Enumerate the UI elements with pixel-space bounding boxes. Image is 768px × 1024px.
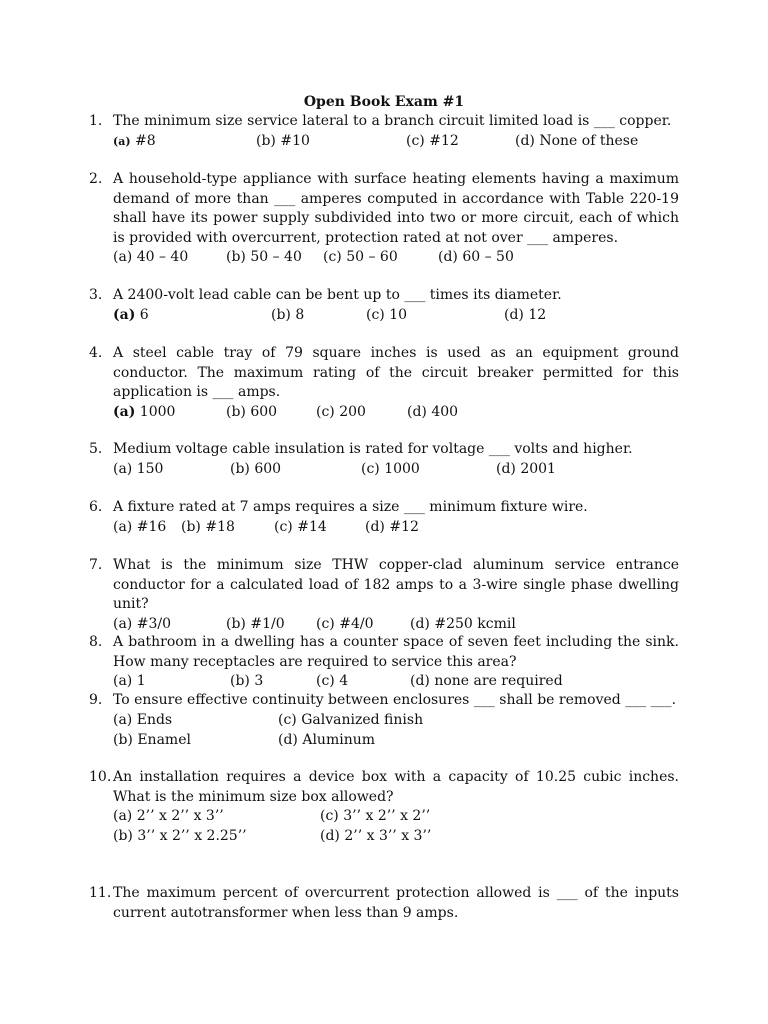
option-d: (d) 400 xyxy=(407,403,459,420)
question-2 xyxy=(89,170,679,268)
question-text: A steel cable tray of 79 square inches is used as an equipment ground conductor. The maximum rating of the circuit breaker permitted for this application is ___ amps. xyxy=(113,345,679,400)
question-11 xyxy=(89,884,679,923)
option-d: (d) 12 xyxy=(504,306,547,323)
answer-options xyxy=(113,807,679,827)
question-10 xyxy=(89,768,679,847)
question-number: 8. xyxy=(89,634,103,650)
exam-title: Open Book Exam #1 xyxy=(303,94,465,110)
option-c: (c) #14 xyxy=(274,518,327,535)
question-9 xyxy=(89,691,679,751)
answer-options xyxy=(113,672,679,692)
option-a: (a) #16 xyxy=(113,518,167,535)
answer-options xyxy=(113,615,679,635)
question-number: 10. xyxy=(89,769,112,785)
answer-options xyxy=(113,731,679,751)
option-a: (a) Ends xyxy=(113,711,173,728)
option-d: (d) 2001 xyxy=(496,460,556,477)
option-c: (c) 50 – 60 xyxy=(323,249,398,265)
option-c: (c) Galvanized finish xyxy=(278,711,424,728)
option-a: (a) 150 xyxy=(113,460,164,477)
question-number: 6. xyxy=(89,499,103,515)
question-1 xyxy=(89,112,679,152)
answer-options xyxy=(113,711,679,731)
answer-options xyxy=(113,132,679,152)
option-b: (b) #18 xyxy=(181,518,235,535)
answer-options xyxy=(113,248,679,268)
question-5 xyxy=(89,440,679,480)
question-number: 9. xyxy=(89,692,103,708)
option-b: (b) 3 xyxy=(230,673,264,689)
option-b: (b) 8 xyxy=(271,306,305,323)
question-text: The maximum percent of overcurrent protection allowed is ___ of the inputs current autotransformer when less than 9 amps. xyxy=(113,885,679,921)
question-text: The minimum size service lateral to a branch circuit limited load is ___ copper. xyxy=(113,113,672,129)
question-number: 7. xyxy=(89,557,103,573)
answer-options xyxy=(113,518,679,538)
option-d: (d) Aluminum xyxy=(278,731,376,748)
option-a: (a) #8 xyxy=(113,132,156,149)
option-d: (d) 60 – 50 xyxy=(438,249,514,265)
option-d: (d) none are required xyxy=(410,673,563,689)
question-3 xyxy=(89,286,679,326)
option-c: (c) #12 xyxy=(406,132,459,149)
option-a: (a) 40 – 40 xyxy=(113,249,189,265)
question-6 xyxy=(89,498,679,538)
question-8 xyxy=(89,633,679,692)
question-number: 5. xyxy=(89,441,103,457)
option-b: (b) #10 xyxy=(256,132,310,149)
question-text: What is the minimum size THW copper-clad aluminum service entrance conductor for a calculated load of 182 amps to a 3-wire single phase dwelling unit? xyxy=(113,557,679,612)
question-text: A 2400-volt lead cable can be bent up to ___ times its diameter. xyxy=(113,287,562,303)
option-b: (b) Enamel xyxy=(113,731,191,748)
option-c: (c) 10 xyxy=(366,306,408,323)
option-a: (a) #3/0 xyxy=(113,615,171,632)
option-c: (c) #4/0 xyxy=(316,615,374,632)
option-b: (b) 50 – 40 xyxy=(226,249,302,265)
option-d: (d) #250 kcmil xyxy=(410,615,516,632)
question-number: 4. xyxy=(89,345,103,361)
answer-options xyxy=(113,827,679,847)
option-a: (a) 1 xyxy=(113,673,146,689)
question-7 xyxy=(89,556,679,635)
option-b: (b) 600 xyxy=(230,460,282,477)
question-text: A household-type appliance with surface heating elements having a maximum demand of more than ___ amperes computed in accordance with Table 220-19 shall have its power supply subdivided into two or more circuit, each of which is provided with overcurrent, protection rated at not over ___ amperes. xyxy=(113,171,679,246)
option-c: (c) 3’’ x 2’’ x 2’’ xyxy=(320,808,431,824)
option-c: (c) 4 xyxy=(316,673,349,689)
option-a: (a) 1000 xyxy=(113,403,176,420)
question-number: 3. xyxy=(89,287,103,303)
option-d: (d) #12 xyxy=(365,518,419,535)
answer-options xyxy=(113,403,679,423)
question-number: 1. xyxy=(89,113,103,129)
option-d: (d) None of these xyxy=(515,132,639,149)
option-c: (c) 200 xyxy=(316,403,366,420)
answer-options xyxy=(113,460,679,480)
question-number: 2. xyxy=(89,171,103,187)
question-text: A bathroom in a dwelling has a counter space of seven feet including the sink. How many receptacles are required to service this area? xyxy=(113,634,679,670)
option-c: (c) 1000 xyxy=(361,460,420,477)
answer-options xyxy=(113,306,679,326)
option-b: (b) #1/0 xyxy=(226,615,285,632)
option-a: (a) 2’’ x 2’’ x 3’’ xyxy=(113,808,224,824)
option-b: (b) 3’’ x 2’’ x 2.25’’ xyxy=(113,828,247,844)
question-text: A fixture rated at 7 amps requires a size ___ minimum fixture wire. xyxy=(113,499,588,515)
question-text: Medium voltage cable insulation is rated for voltage ___ volts and higher. xyxy=(113,441,633,457)
question-text: To ensure effective continuity between enclosures ___ shall be removed ___ ___. xyxy=(113,692,677,708)
question-4 xyxy=(89,344,679,423)
option-b: (b) 600 xyxy=(226,403,278,420)
question-text: An installation requires a device box with a capacity of 10.25 cubic inches. What is the minimum size box allowed? xyxy=(113,769,679,805)
option-a: (a) 6 xyxy=(113,306,149,323)
option-d: (d) 2’’ x 3’’ x 3’’ xyxy=(320,828,432,844)
question-number: 11. xyxy=(89,885,112,901)
